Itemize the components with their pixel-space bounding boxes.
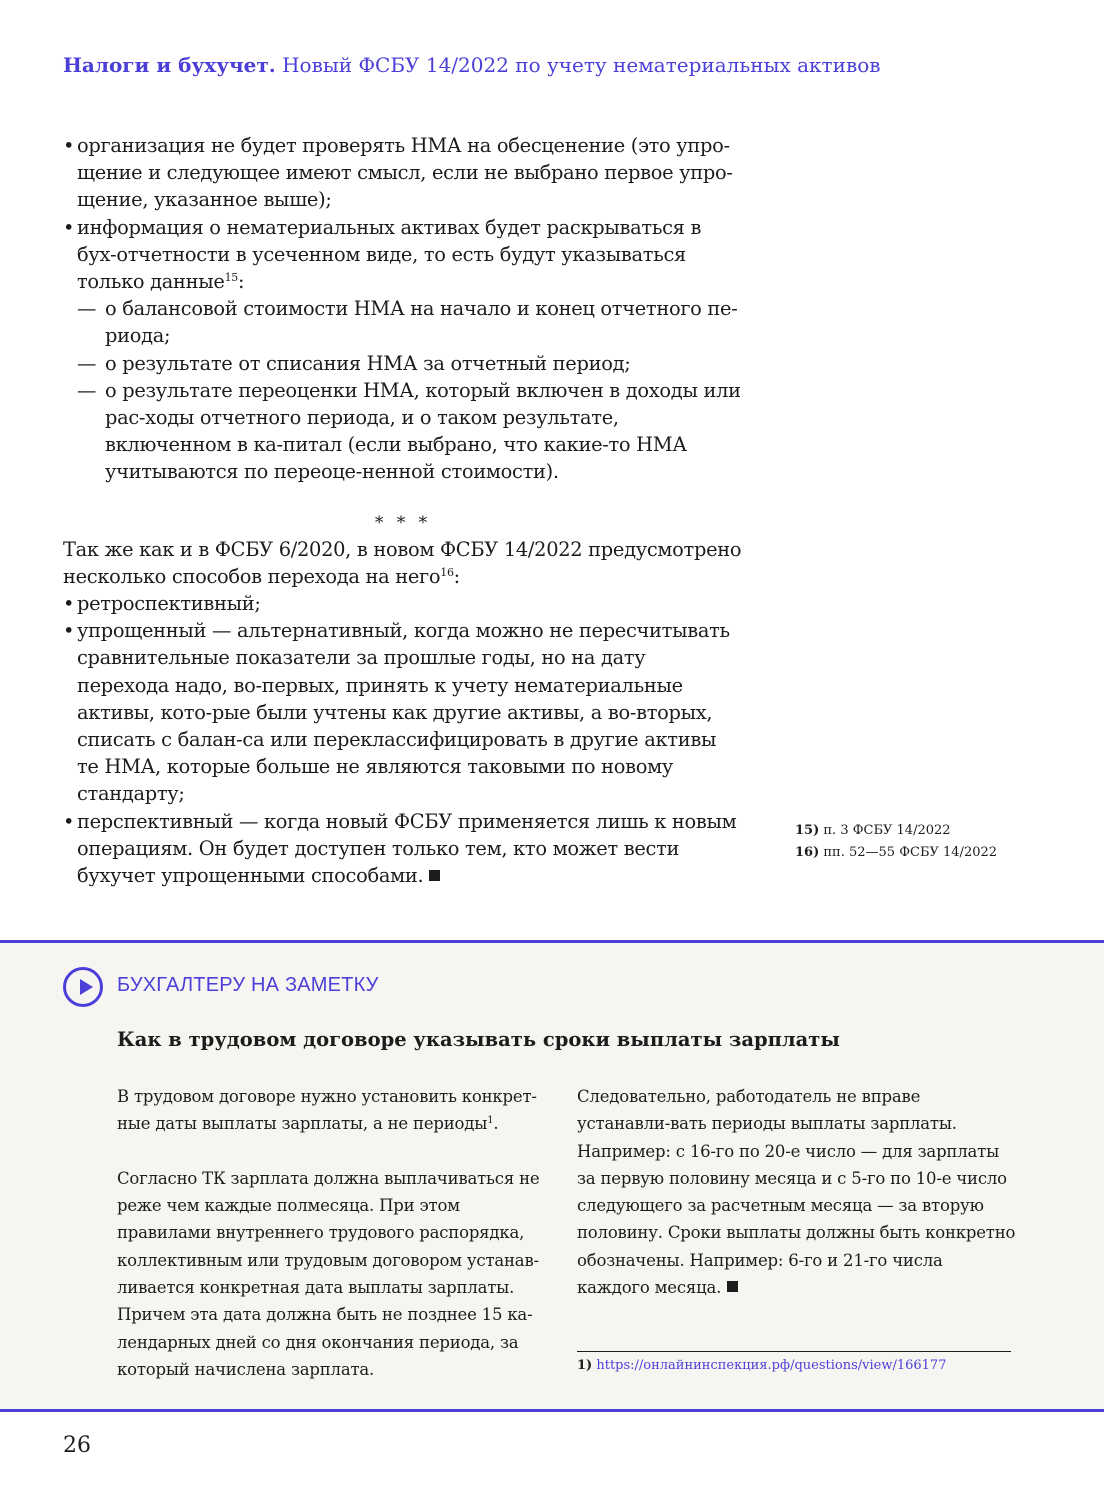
sublist-item: — о балансовой стоимости НМА на начало и конец отчетного пе-риода; (77, 297, 738, 348)
footnote-ref-1[interactable]: 1 (487, 1115, 494, 1127)
box-title: Как в трудовом договоре указывать сроки выплаты зарплаты (117, 1028, 840, 1051)
header-section: Налоги и бухучет. (63, 53, 276, 77)
list1-item: • организация не будет проверять НМА на обесценение (это упро-щение и следующее имеют смысл, если не выбрано первое упро-щение, указанное выше); (63, 134, 733, 212)
box-paragraph: Следовательно, работодатель не вправе устанавли-вать периоды выплаты зарплаты. Например: с 16-го по 20-е число — для зарплаты за первую половину месяца и с 5-го по 10-е число следующего за расчетным месяца — за вторую половину. Сроки выплаты должны быть конкретно обозначены. Например: 6-го и 21-го числа каждого месяца. (577, 1087, 1016, 1298)
list1-item: • информация о нематериальных активах будет раскрываться в бух-отчетности в усеченном виде, то есть будут указываться только данные$^{15}$: (63, 215, 702, 294)
box-label: БУХГАЛТЕРУ НА ЗАМЕТКУ (117, 974, 379, 996)
list2-item: • перспективный — когда новый ФСБУ применяется лишь к новым операциям. Он будет доступен только тем, кто может вести бухучет упрощенными способами. (63, 809, 737, 888)
footnote-divider (577, 1351, 1011, 1352)
header-title: Новый ФСБУ 14/2022 по учету нематериальных активов (282, 53, 881, 77)
play-icon (63, 967, 103, 1007)
footnote-15: 15) п. 3 ФСБУ 14/2022 (795, 823, 951, 838)
footnote-16: 16) пп. 52—55 ФСБУ 14/2022 (795, 845, 998, 860)
end-square-icon (727, 1281, 738, 1292)
box-left-column (117, 1083, 547, 1383)
main-text (63, 132, 743, 889)
footnote-ref-15[interactable]: 15 (224, 271, 238, 285)
section-separator: * * * (374, 512, 432, 533)
list2-item: • упрощенный — альтернативный, когда можно не пересчитывать сравнительные показатели за прошлые годы, но на дату перехода надо, во-первых, принять к учету нематериальные активы, кото-рые были учтены как другие активы, а во-вторых, списать с балан-са или переклассифицировать в другие активы те НМА, которые больше не являются таковыми по новому стандарту; (63, 619, 730, 806)
sublist-item: — о результате от списания НМА за отчетный период; (77, 351, 631, 375)
intro-paragraph: Так же как и в ФСБУ 6/2020, в новом ФСБУ 14/2022 предусмотрено несколько способов перехода на него$^{16}$: (63, 537, 742, 588)
running-header (63, 53, 881, 77)
side-footnotes (795, 820, 997, 864)
footnote-ref-16[interactable]: 16 (440, 565, 454, 579)
list2-item: • ретроспективный; (63, 592, 261, 616)
footnote-link[interactable]: https://онлайнинспекция.рф/questions/view/166177 (596, 1358, 947, 1373)
box-paragraph: Согласно ТК зарплата должна выплачиваться не реже чем каждые полмесяца. При этом правилами внутреннего трудового распорядка, коллективным или трудовым договором устанав-ливается конкретная дата выплаты зарплаты. Причем эта дата должна быть не позднее 15 ка-лендарных дней со дня окончания периода, за который начислена зарплата. (117, 1168, 540, 1379)
box-right-column (577, 1083, 1017, 1301)
end-square-icon (429, 870, 440, 881)
page-number: 26 (63, 1433, 91, 1458)
box-footnote: 1) https://онлайнинспекция.рф/questions/view/166177 (577, 1358, 947, 1373)
box-paragraph: В трудовом договоре нужно установить конкрет-ные даты выплаты зарплаты, а не периоды$^1$. (117, 1087, 537, 1134)
sublist-item: — о результате переоценки НМА, который включен в доходы или рас-ходы отчетного периода, и о таком результате, включенном в ка-питал (если выбрано, что какие-то НМА учитываются по переоце-ненной стоимости). (77, 378, 741, 484)
